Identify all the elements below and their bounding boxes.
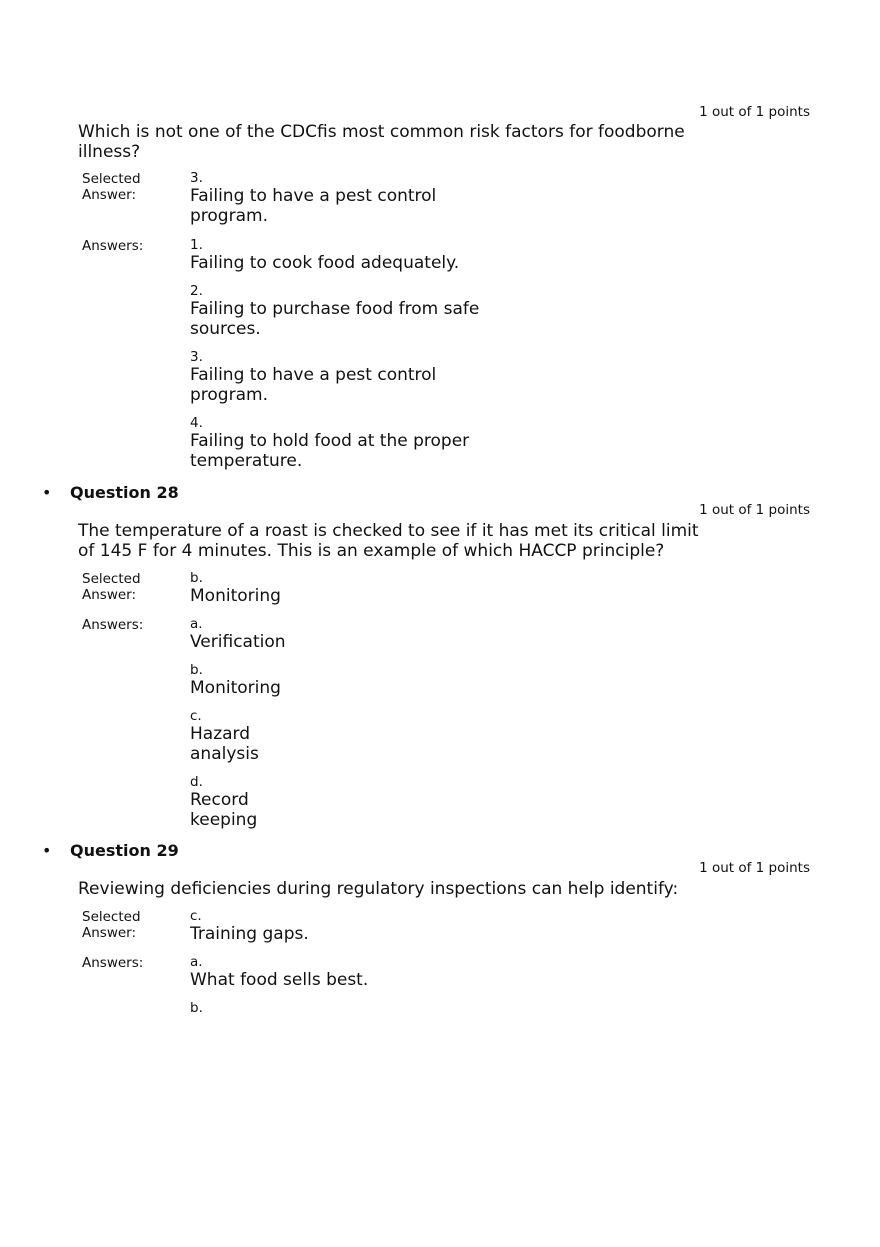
answer-text: Failing to have a pest control program. [190, 186, 437, 226]
question-text: Which is not one of the CDCfis most common risk factors for foodborne illness? [78, 122, 685, 162]
answer-option [190, 238, 500, 273]
answer-option [190, 416, 500, 471]
answer-option [190, 775, 300, 830]
selected-answer-label: Selected Answer: [82, 571, 141, 603]
answer-text: Failing to have a pest control program. [190, 365, 437, 405]
answer-option [190, 1001, 500, 1016]
selected-answer [190, 171, 500, 226]
question-header [0, 841, 880, 861]
answer-letter: b. [190, 662, 203, 678]
question-number: Question 28 [70, 483, 179, 502]
selected-answer-label: Selected Answer: [82, 909, 141, 941]
answer-text: Record keeping [190, 790, 258, 830]
question-text: The temperature of a roast is checked to see if it has met its critical limit of 145 F for 4 minutes. This is an example of which HACCP principle? [78, 521, 699, 561]
answer-letter: b. [190, 1000, 203, 1016]
answer-letter: c. [190, 908, 202, 924]
answer-text: Hazard analysis [190, 724, 259, 764]
points-score: 1 out of 1 points [699, 860, 810, 876]
bullet-icon: • [42, 483, 52, 502]
answer-letter: c. [190, 708, 202, 724]
selected-answer [190, 909, 500, 944]
answer-text: Training gaps. [190, 924, 309, 944]
answer-letter: 4. [190, 415, 203, 431]
answer-list [190, 238, 500, 482]
answer-letter: d. [190, 774, 203, 790]
answer-option [190, 284, 500, 339]
answer-letter: b. [190, 570, 203, 586]
answer-text: Failing to hold food at the proper temperature. [190, 431, 470, 471]
answers-label: Answers: [82, 238, 144, 254]
answer-option [190, 709, 300, 764]
answer-option [190, 663, 300, 698]
answers-label: Answers: [82, 617, 144, 633]
answer-option [190, 955, 500, 990]
answer-text: Failing to cook food adequately. [190, 253, 460, 273]
answer-letter: 3. [190, 349, 203, 365]
answer-text: Monitoring [190, 678, 281, 698]
question-header [0, 483, 880, 503]
bullet-icon: • [42, 841, 52, 860]
answer-text: What food sells best. [190, 970, 369, 990]
answer-text: Verification [190, 632, 286, 652]
question-text: Reviewing deficiencies during regulatory inspections can help identify: [78, 879, 679, 899]
answer-text: Failing to purchase food from safe sources. [190, 299, 480, 339]
answer-option [190, 617, 300, 652]
answer-letter: 1. [190, 237, 203, 253]
answer-list [190, 955, 500, 1027]
answer-letter: 2. [190, 283, 203, 299]
answer-list [190, 617, 300, 841]
question-28 [0, 483, 880, 830]
answer-text: Monitoring [190, 586, 281, 606]
points-score: 1 out of 1 points [699, 502, 810, 518]
answer-option [190, 350, 500, 405]
question-number: Question 29 [70, 841, 179, 860]
question-29 [0, 841, 880, 1016]
answers-label: Answers: [82, 955, 144, 971]
answer-letter: a. [190, 616, 203, 632]
selected-answer-label: Selected Answer: [82, 171, 141, 203]
points-score: 1 out of 1 points [699, 104, 810, 120]
answer-letter: a. [190, 954, 203, 970]
selected-answer [190, 571, 500, 606]
answer-letter: 3. [190, 170, 203, 186]
